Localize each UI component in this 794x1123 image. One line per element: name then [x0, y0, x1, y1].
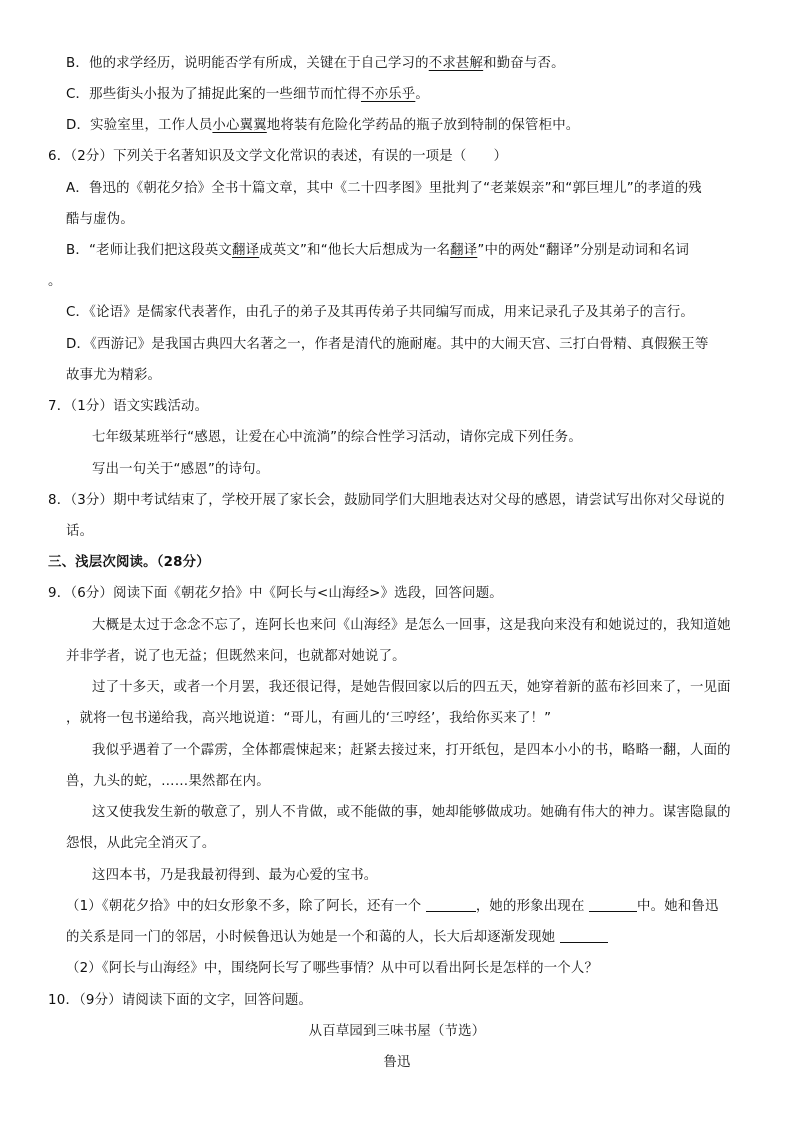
underlined-phrase: 不亦乐乎 [360, 87, 416, 102]
passage-p3-line2: 兽，九头的蛇，……果然都在内。 [66, 774, 270, 789]
question-6-option-d-cont: 故事尤为精彩。 [66, 368, 162, 383]
question-8-stem: 8．（3分）期中考试结束了，学校开展了家长会，鼓励同学们大胆地表达对父母的感恩，请尝试写出你对父母说的 [48, 493, 725, 508]
subquestion-1-line1 [66, 897, 719, 917]
passage-p1-line1: 大概是太过于念念不忘了，连阿长也来问《山海经》是怎么一回事，这是我向来没有和她说过的，我知道她 [92, 618, 731, 633]
question-7-context: 七年级某班举行“感恩，让爱在心中流淌”的综合性学习活动，请你完成下列任务。 [92, 430, 582, 445]
passage-p4-line1: 这又使我发生新的敬意了，别人不肯做，或不能做的事，她却能够做成功。她确有伟大的神力。谋害隐鼠的 [92, 805, 731, 820]
question-6-option-a: A．鲁迅的《朝花夕拾》全书十篇文章，其中《二十四孝图》里批判了“老莱娱亲”和“郭巨埋儿”的孝道的残 [66, 181, 702, 196]
passage-author: 鲁迅 [383, 1055, 411, 1070]
text: 。 [415, 87, 429, 102]
underlined-phrase: 不求甚解 [428, 56, 484, 71]
question-6-option-c: C．《论语》是儒家代表著作，由孔子的弟子及其再传弟子共同编写而成，用来记录孔子及其弟子的言行。 [66, 305, 695, 320]
subquestion-1-line2 [66, 928, 608, 948]
underlined-phrase: 小心翼翼 [212, 118, 267, 133]
subquestion-2: （2）《阿长与山海经》中，围绕阿长写了哪些事情？从中可以看出阿长是怎样的一个人？ [66, 961, 599, 976]
underlined-word: 翻译 [232, 243, 260, 258]
question-6-option-d: D．《西游记》是我国古典四大名著之一，作者是清代的施耐庵。其中的大闹天宫、三打白骨精、真假猴王等 [66, 337, 709, 352]
question-6-stem: 6．（2分）下列关于名著知识及文学文化常识的表述，有误的一项是（ ） [48, 149, 508, 164]
text: （1）《朝花夕拾》中的妇女形象不多，除了阿长，还有一个 [66, 899, 422, 914]
text: B．“老师让我们把这段英文 [66, 243, 233, 258]
passage-p2-line1: 过了十多天，或者一个月罢，我还很记得，是她告假回家以后的四五天，她穿着新的蓝布衫回来了，一见面 [92, 680, 731, 695]
question-6-option-b [66, 241, 689, 261]
passage-p2-line2: ，就将一包书递给我，高兴地说道：“哥儿，有画儿的‘三哼经’，我给你买来了！” [66, 711, 552, 726]
passage-p4-line2: 怨恨，从此完全消灭了。 [66, 836, 216, 851]
passage-p5: 这四本书，乃是我最初得到、最为心爱的宝书。 [92, 868, 378, 883]
text: C．那些街头小报为了捕捉此案的一些细节而忙得 [66, 87, 361, 102]
text: 中。她和鲁迅 [637, 899, 719, 914]
option-c-line [66, 85, 429, 105]
question-6-option-b-cont: 。 [48, 274, 62, 289]
passage-p3-line1: 我似乎遇着了一个霹雳，全体都震悚起来；赶紧去接过来，打开纸包，是四本小小的书，略略一翻，人面的 [92, 743, 731, 758]
section-3-heading: 三、浅层次阅读。（28分） [48, 555, 210, 570]
question-9-stem: 9．（6分）阅读下面《朝花夕拾》中《阿长与<山海经>》选段，回答问题。 [48, 586, 503, 601]
question-6-option-a-cont: 酷与虚伪。 [66, 212, 134, 227]
text: 和勤奋与否。 [483, 56, 565, 71]
question-7-stem: 7．（1分）语文实践活动。 [48, 399, 209, 414]
passage-title: 从百草园到三味书屋（节选） [308, 1024, 486, 1039]
answer-blank[interactable] [560, 928, 608, 943]
answer-blank[interactable] [589, 897, 637, 912]
passage-p1-line2: 并非学者，说了也无益；但既然来问，也就都对她说了。 [66, 649, 406, 664]
question-7-task: 写出一句关于“感恩”的诗句。 [92, 462, 270, 477]
underlined-word: 翻译 [450, 243, 478, 258]
text: B．他的求学经历，说明能否学有所成，关键在于自己学习的 [66, 56, 429, 71]
text: 成英文”和“他长大后想成为一名 [259, 243, 451, 258]
text: 的关系是同一门的邻居，小时候鲁迅认为她是一个和蔼的人，长大后却逐渐发现她 [66, 930, 556, 945]
text: ”中的两处“翻译”分别是动词和名词 [477, 243, 690, 258]
question-8-stem-cont: 话。 [66, 524, 94, 539]
answer-blank[interactable] [426, 897, 476, 912]
option-b-line [66, 54, 565, 74]
text: 地将装有危险化学药品的瓶子放到特制的保管柜中。 [266, 118, 580, 133]
option-d-line [66, 116, 579, 136]
text: D．实验室里，工作人员 [66, 118, 213, 133]
text: ，她的形象出现在 [475, 899, 585, 914]
question-10-stem: 10．（9分）请阅读下面的文字，回答问题。 [48, 993, 313, 1008]
